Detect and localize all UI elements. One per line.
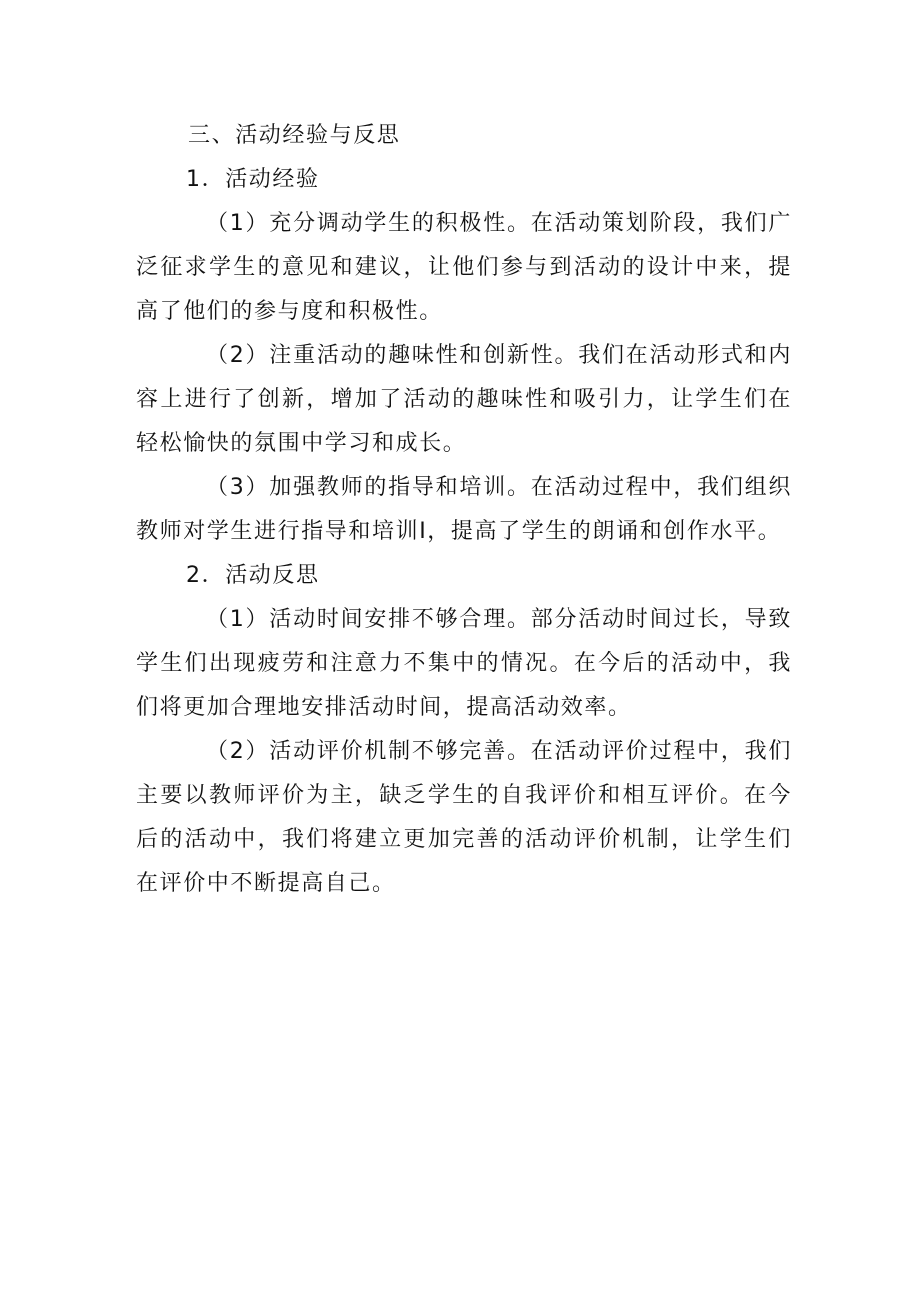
section-heading: 三、活动经验与反思 xyxy=(188,123,401,148)
paragraph-reflection-2: （2）活动评价机制不够完善。在活动评价过程中，我们主要以教师评价为主，缺乏学生的自我评价和相互评价。在今后的活动中，我们将建立更加完善的活动评价机制，让学生们在评价中不断提高自己。 xyxy=(136,739,792,896)
subsection-heading-experience: 1．活动经验 xyxy=(186,167,320,192)
paragraph-experience-2: （2）注重活动的趣味性和创新性。我们在活动形式和内容上进行了创新，增加了活动的趣味性和吸引力，让学生们在轻松愉快的氛围中学习和成长。 xyxy=(136,343,792,456)
paragraph-experience-3: （3）加强教师的指导和培训。在活动过程中，我们组织教师对学生进行指导和培训I，提高了学生的朗诵和创作水平。 xyxy=(136,475,792,544)
document-body xyxy=(136,114,792,906)
subsection-heading-reflection: 2．活动反思 xyxy=(186,563,320,588)
paragraph-experience-1: （1）充分调动学生的积极性。在活动策划阶段，我们广泛征求学生的意见和建议，让他们参与到活动的设计中来，提高了他们的参与度和积极性。 xyxy=(136,211,792,324)
paragraph-reflection-1: （1）活动时间安排不够合理。部分活动时间过长，导致学生们出现疲劳和注意力不集中的情况。在今后的活动中，我们将更加合理地安排活动时间，提高活动效率。 xyxy=(136,607,792,720)
